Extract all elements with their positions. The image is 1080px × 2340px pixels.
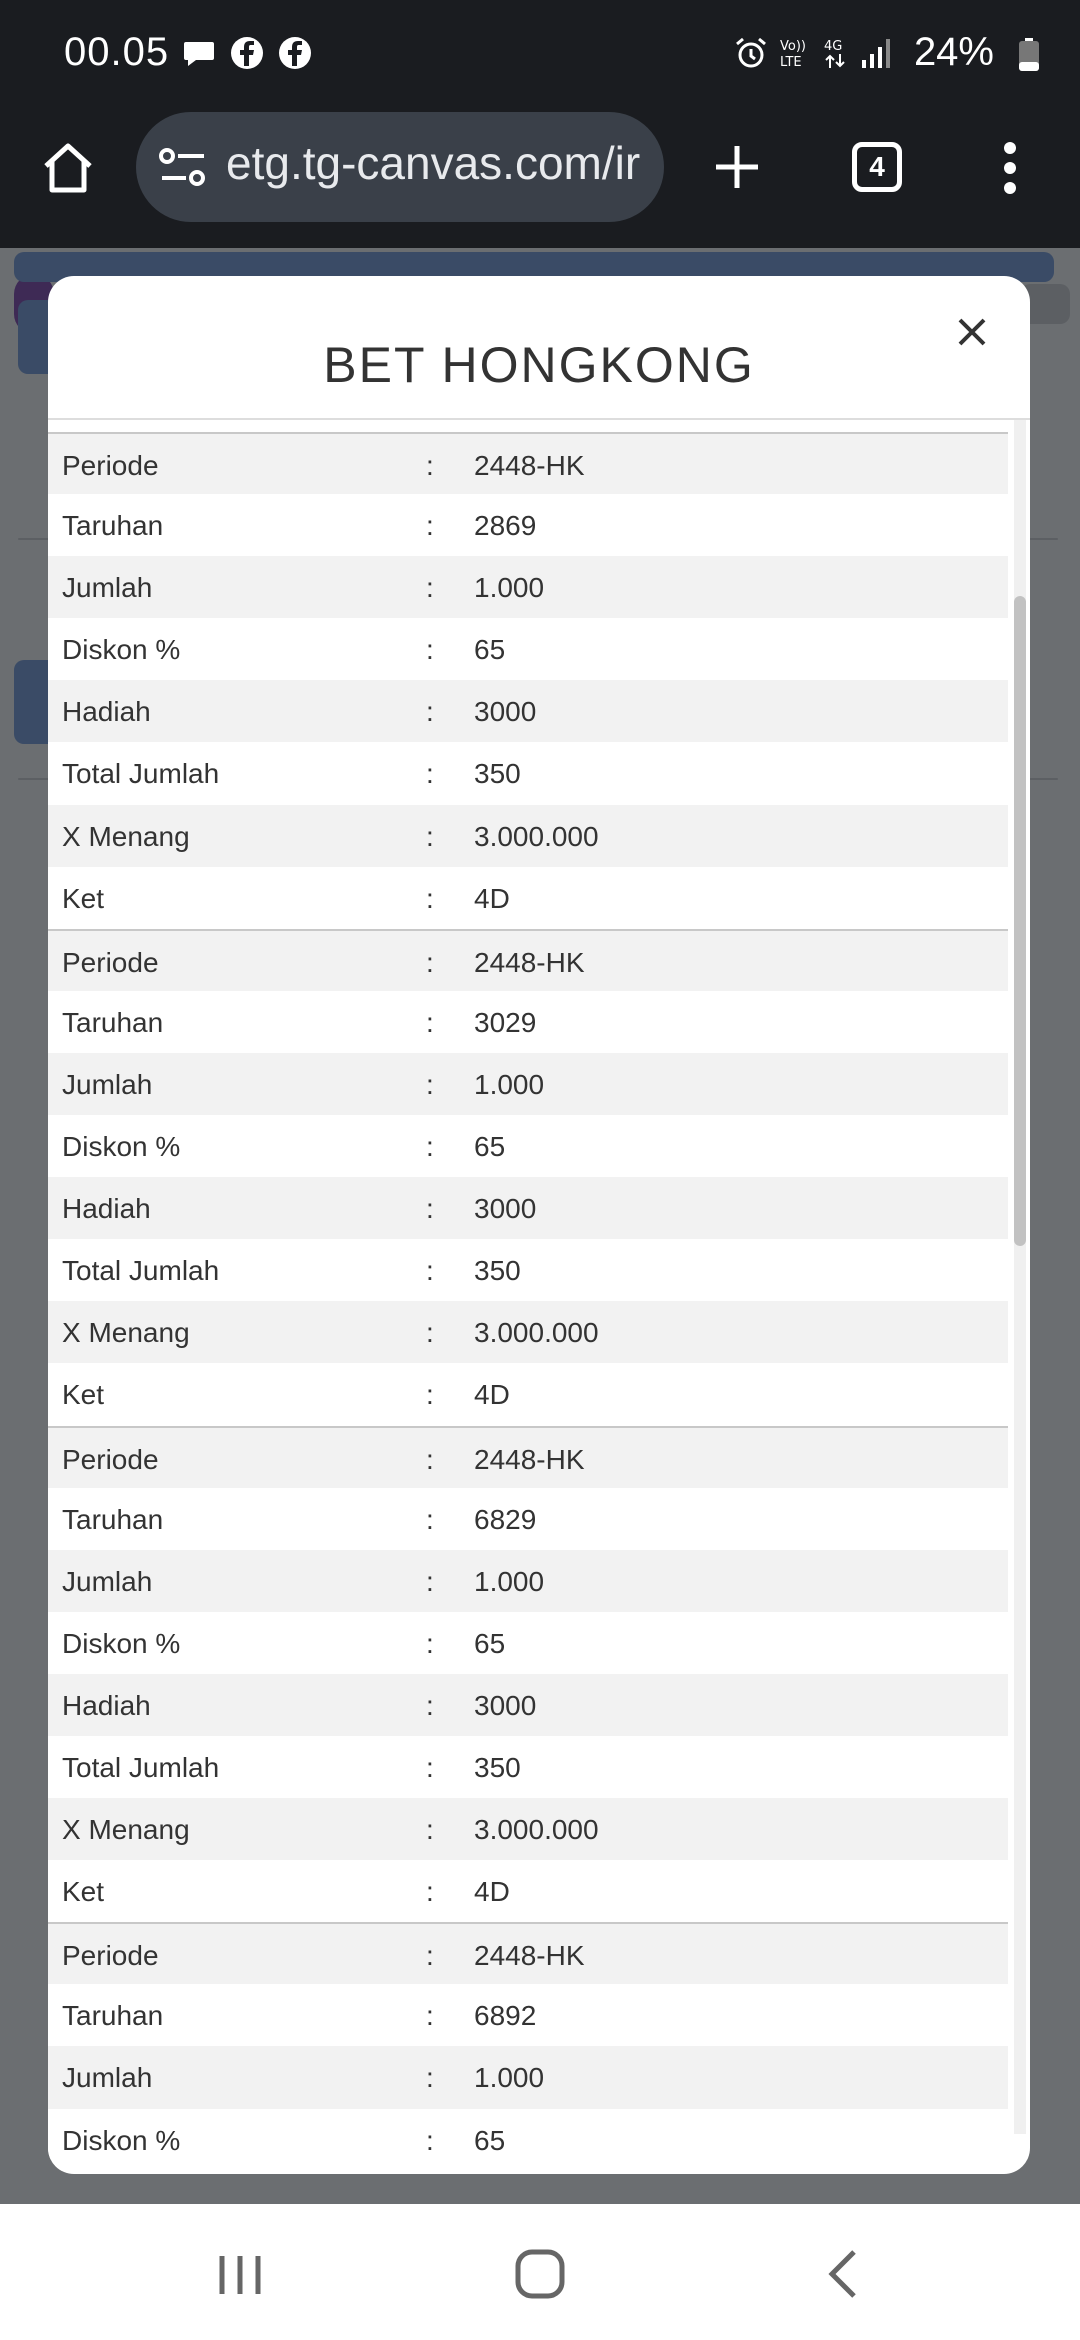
field-value: 1.000: [474, 2062, 545, 2094]
home-icon[interactable]: [40, 140, 96, 196]
field-separator: :: [426, 1379, 434, 1411]
field-value: 2448-HK: [474, 450, 585, 481]
field-label: Taruhan: [62, 1006, 164, 1038]
signal-icon: [860, 36, 894, 70]
field-value: 1.000: [474, 1565, 545, 1597]
field-separator: :: [426, 946, 434, 978]
field-separator: :: [426, 2062, 434, 2094]
field-value: 65: [474, 1627, 506, 1659]
bet-row-jumlah: [48, 556, 1008, 618]
field-separator: :: [426, 1940, 434, 1972]
field-value: 6892: [474, 2000, 537, 2032]
field-value: 350: [474, 758, 521, 790]
field-value: 2448-HK: [474, 1443, 585, 1475]
close-button[interactable]: [944, 304, 1000, 360]
field-value: 3.000.000: [474, 1317, 599, 1349]
field-separator: :: [426, 2000, 434, 2032]
bet-row-ket: [48, 1363, 1008, 1425]
field-separator: :: [426, 1255, 434, 1287]
field-separator: :: [426, 1876, 434, 1908]
field-label: X Menang: [62, 820, 190, 852]
field-value: 3029: [474, 1006, 537, 1038]
field-label: Total Jumlah: [62, 758, 220, 790]
recent-apps-icon[interactable]: [210, 2244, 270, 2304]
field-separator: :: [426, 1443, 434, 1475]
field-separator: :: [426, 1751, 434, 1783]
home-button-icon[interactable]: [510, 2244, 570, 2304]
field-label: Hadiah: [62, 1689, 151, 1721]
status-bar: [0, 0, 1080, 110]
4g-icon: [822, 36, 852, 70]
field-value: 350: [474, 1255, 521, 1287]
bet-row-x_menang: [48, 805, 1008, 867]
bet-row-taruhan: [48, 1488, 1008, 1550]
field-value: 1.000: [474, 572, 545, 604]
close-icon: [960, 320, 984, 344]
field-label: Total Jumlah: [62, 1255, 220, 1287]
field-separator: :: [426, 696, 434, 728]
bet-row-total_jumlah: [48, 1239, 1008, 1301]
field-value: 3000: [474, 1689, 537, 1721]
bet-row-x_menang: [48, 1301, 1008, 1363]
field-value: 2448-HK: [474, 946, 585, 978]
field-label: Diskon %: [62, 634, 181, 666]
field-label: Jumlah: [62, 1068, 153, 1100]
field-label: Hadiah: [62, 696, 151, 728]
tab-switcher-button[interactable]: 4: [852, 142, 902, 192]
bet-details-modal: [48, 276, 1030, 2174]
field-label: Ket: [62, 1876, 105, 1908]
bet-row-total_jumlah: [48, 1736, 1008, 1798]
field-value: 4D: [474, 1876, 510, 1908]
bet-row-taruhan: [48, 991, 1008, 1053]
field-separator: :: [426, 1814, 434, 1846]
field-label: Periode: [62, 946, 159, 978]
field-label: Jumlah: [62, 1565, 153, 1597]
field-value: 6829: [474, 1503, 537, 1535]
field-label: Taruhan: [62, 510, 164, 542]
bet-row-diskon: [48, 618, 1008, 680]
bet-row-ket: [48, 1860, 1008, 1922]
field-label: Diskon %: [62, 2124, 181, 2156]
bet-row-hadiah: [48, 1674, 1008, 1736]
bet-row-total_jumlah: [48, 742, 1008, 804]
field-label: Ket: [62, 1379, 105, 1411]
field-label: Taruhan: [62, 2000, 164, 2032]
field-label: Hadiah: [62, 1193, 151, 1225]
browser-toolbar: [0, 110, 1080, 248]
scrollbar-thumb[interactable]: [1014, 596, 1026, 1246]
chat-icon: [182, 36, 216, 70]
field-separator: :: [426, 634, 434, 666]
field-separator: :: [426, 758, 434, 790]
field-label: Periode: [62, 450, 159, 481]
field-separator: :: [426, 1068, 434, 1100]
field-label: Total Jumlah: [62, 1751, 220, 1783]
field-separator: :: [426, 820, 434, 852]
field-separator: :: [426, 882, 434, 914]
modal-header: [48, 276, 1030, 420]
field-value: 1.000: [474, 1068, 545, 1100]
bet-row-periode: [48, 1922, 1008, 1984]
new-tab-icon[interactable]: [712, 142, 762, 192]
field-separator: :: [426, 1627, 434, 1659]
field-separator: :: [426, 1689, 434, 1721]
svg-text:LTE: LTE: [780, 55, 802, 70]
bet-row-taruhan: [48, 1984, 1008, 2046]
field-value: 65: [474, 1131, 506, 1163]
field-value: 2869: [474, 510, 537, 542]
battery-icon: [1018, 38, 1040, 72]
bet-row-ket: [48, 867, 1008, 929]
more-menu-icon[interactable]: [998, 140, 1022, 196]
field-separator: :: [426, 1565, 434, 1597]
alarm-icon: [734, 36, 768, 70]
svg-text:Vo)): Vo)): [780, 39, 806, 54]
field-separator: :: [426, 1317, 434, 1349]
field-value: 4D: [474, 1379, 510, 1411]
bet-list[interactable]: [48, 432, 1008, 2174]
field-label: Diskon %: [62, 1627, 181, 1659]
field-separator: :: [426, 1131, 434, 1163]
field-label: Taruhan: [62, 1503, 164, 1535]
bet-row-jumlah: [48, 1053, 1008, 1115]
volte-icon: [778, 36, 814, 70]
bet-row-hadiah: [48, 680, 1008, 742]
field-separator: :: [426, 450, 434, 481]
clock: 00.05: [64, 30, 170, 74]
modal-title: BET HONGKONG: [323, 337, 755, 393]
field-separator: :: [426, 510, 434, 542]
bet-row-taruhan: [48, 494, 1008, 556]
field-separator: :: [426, 572, 434, 604]
navigation-bar: [0, 2204, 1080, 2340]
field-value: 3.000.000: [474, 1814, 599, 1846]
field-value: 65: [474, 634, 506, 666]
bet-row-periode: [48, 929, 1008, 991]
field-separator: :: [426, 1503, 434, 1535]
field-label: Jumlah: [62, 2062, 153, 2094]
bet-row-jumlah: [48, 2046, 1008, 2108]
field-value: 65: [474, 2124, 506, 2156]
address-bar[interactable]: [136, 112, 664, 222]
bet-row-diskon: [48, 1612, 1008, 1674]
bet-row-periode: [48, 1426, 1008, 1488]
battery-percentage: 24%: [913, 30, 994, 74]
field-label: Diskon %: [62, 1131, 181, 1163]
back-icon[interactable]: [814, 2244, 874, 2304]
field-label: Periode: [62, 1443, 159, 1475]
field-label: Jumlah: [62, 572, 153, 604]
field-label: X Menang: [62, 1317, 190, 1349]
bet-row-hadiah: [48, 1177, 1008, 1239]
field-separator: :: [426, 2124, 434, 2156]
field-value: 2448-HK: [474, 1940, 585, 1972]
facebook-icon: [230, 36, 264, 70]
facebook-icon: [278, 36, 312, 70]
field-value: 4D: [474, 882, 510, 914]
bet-row-diskon: [48, 2109, 1008, 2171]
field-label: X Menang: [62, 1814, 190, 1846]
bet-row-x_menang: [48, 1798, 1008, 1860]
field-value: 3000: [474, 696, 537, 728]
bet-row-periode: [48, 432, 1008, 494]
bet-row-diskon: [48, 1115, 1008, 1177]
field-separator: :: [426, 1193, 434, 1225]
field-label: Ket: [62, 882, 105, 914]
field-value: 350: [474, 1751, 521, 1783]
field-label: Periode: [62, 1940, 159, 1972]
bet-row-jumlah: [48, 1550, 1008, 1612]
field-value: 3000: [474, 1193, 537, 1225]
field-separator: :: [426, 1006, 434, 1038]
url-text[interactable]: etg.tg-canvas.com/ir: [226, 137, 641, 189]
svg-text:4G: 4G: [824, 39, 843, 54]
field-value: 3.000.000: [474, 820, 599, 852]
site-settings-icon[interactable]: [158, 144, 208, 190]
